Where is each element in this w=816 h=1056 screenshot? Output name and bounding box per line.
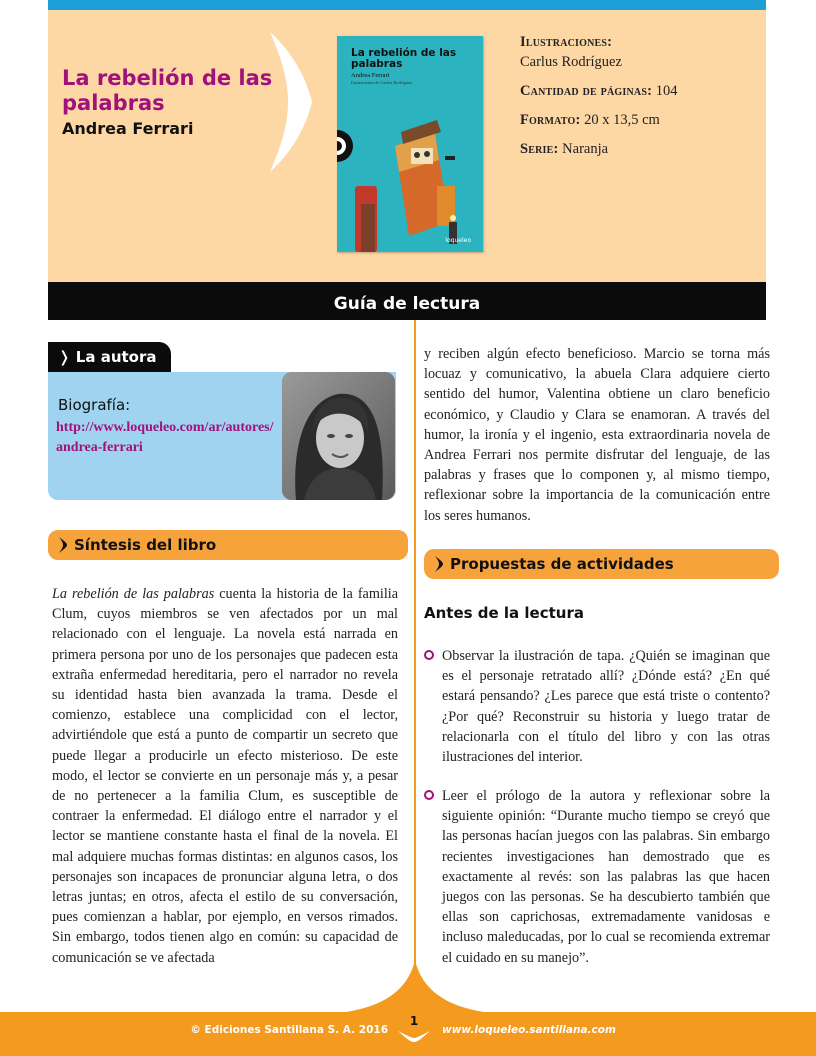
meta-pages <box>520 81 760 101</box>
title-block <box>62 66 282 140</box>
chevron-decoration-icon <box>266 32 316 172</box>
meta-pages-value: 104 <box>655 83 678 99</box>
activity-text: Observar la ilustración de tapa. ¿Quién se imaginan que es el personaje retratado allí? ¿Dónde está? ¿En qué estará pensando? ¿Les parece que está triste o contento? ¿Por qué? Reconstruir su historia y luego tratar de relacionarla con el título del libro y con las otras ilustraciones del interior. <box>442 648 770 766</box>
meta-format <box>520 110 760 130</box>
activity-item <box>424 646 770 767</box>
top-accent-bar <box>48 0 766 10</box>
chevron-down-icon <box>398 1030 430 1042</box>
activity-text: Leer el prólogo de la autora y reflexionar sobre la siguiente opinión: “Durante mucho tiempo se creyó que las personas hacían juegos con las palabras. Sin embargo recientes investigaciones han demostrado que es exactamente al revés: son las palabras las que hacen juegos con las personas. Se ha descubierto también que ellas son caprichosas, extremadamente vanidosas e incluso maleducadas, por lo cual se recomienda extremar el cuidado en su manejo”. <box>442 788 770 966</box>
chevron-right-icon <box>58 537 68 553</box>
meta-illustrations <box>520 32 760 72</box>
chevron-right-icon <box>434 556 444 572</box>
column-divider <box>414 320 416 980</box>
bio-label: Biografía: <box>58 396 131 414</box>
meta-series <box>520 139 760 159</box>
footer-curve-decoration <box>0 960 816 1020</box>
meta-pages-label: Cantidad de páginas: <box>520 83 653 99</box>
author-tab <box>48 342 171 372</box>
bullet-circle-icon <box>424 650 434 660</box>
cover-brand-logo: loqueleo <box>445 237 471 244</box>
synopsis-body: cuenta la historia de la familia Clum, cuyos miembros se ven afectados por un mal relacionado con el lenguaje. La novela está narrada en primera persona por uno de los personajes que padecen esta extraña enfermedad hereditaria, pero el narrador no revela su identidad hasta bien avanzada la trama. Desde el comienzo, establece una complicidad con el lector, advirtiéndole que está a punto de compartir un secreto que puede llegar a producirle un efecto misterioso. De este modo, el lector se convierte en un personaje más y, a pesar de no pertenecer a la familia Clum, es susceptible de contraer la enfermedad. El diálogo entre el narrador y el lector se mantiene constante hasta el final de la novela. El mal adquiere muchas formas distintas: en algunos casos, los personajes son incapaces de pronunciar alguna letra, o dos letras juntas; en otros, afecta el estilo de su conversación, pues comienzan a hablar, por ejemplo, en versos rimados. Sin embargo, todos tienen algo en común: su capacidad de comunicación se ve afectada <box>52 586 398 966</box>
activities-tab <box>424 549 779 579</box>
synopsis-tab <box>48 530 408 560</box>
author-tab-label: La autora <box>75 348 157 366</box>
footer-website[interactable]: www.loqueleo.santillana.com <box>442 1024 616 1036</box>
meta-illustrations-value: Carlus Rodríguez <box>520 54 622 70</box>
synopsis-continuation-text: y reciben algún efecto beneficioso. Marcio se torna más locuaz y comunicativo, la abuela Clara adquiere cierto sentido del humor, Valentina obtiene un claro beneficio económico, y Claudio y Clara se enamoran. A través del humor, la ironía y el ingenio, esta extraordinaria novela de Andrea Ferrari nos permite disfrutar del lenguaje, de las palabras y frases que lo componen y, al mismo tiempo, reflexionar sobre la importancia de la comunicación entre los seres humanos. <box>424 346 770 524</box>
book-author: Andrea Ferrari <box>62 119 194 138</box>
synopsis-text <box>52 584 398 968</box>
synopsis-book-title: La rebelión de las palabras <box>52 586 215 602</box>
before-reading-heading: Antes de la lectura <box>424 604 584 622</box>
synopsis-continuation <box>424 344 770 526</box>
page-number: 1 <box>409 1014 419 1028</box>
activities-tab-label: Propuestas de actividades <box>450 555 674 573</box>
cover-illustrator: Ilustraciones de Carlus Rodríguez <box>351 80 413 85</box>
activity-item <box>424 786 770 968</box>
cover-title: La rebelión de las palabras <box>351 47 457 70</box>
cover-author: Andrea Ferrari <box>351 72 390 79</box>
meta-format-value: 20 x 13,5 cm <box>584 112 660 128</box>
meta-series-value: Naranja <box>562 141 609 157</box>
footer-copyright: © Ediciones Santillana S. A. 2016 <box>190 1024 388 1036</box>
guide-title-bar: Guía de lectura <box>48 282 766 320</box>
meta-illustrations-label: Ilustraciones: <box>520 34 613 50</box>
author-photo-image <box>282 372 395 500</box>
meta-series-label: Serie: <box>520 141 559 157</box>
chevron-right-icon: ❭ <box>58 348 76 366</box>
book-title: La rebelión de las palabras <box>62 66 273 115</box>
bullet-circle-icon <box>424 790 434 800</box>
book-cover <box>337 36 483 252</box>
author-photo <box>282 372 395 500</box>
bio-link[interactable]: http://www.loqueleo.com/ar/autores/andrea-ferrari <box>56 420 274 455</box>
book-header <box>48 10 766 282</box>
book-metadata <box>520 32 760 168</box>
synopsis-tab-label: Síntesis del libro <box>74 536 217 554</box>
meta-format-label: Formato: <box>520 112 581 128</box>
